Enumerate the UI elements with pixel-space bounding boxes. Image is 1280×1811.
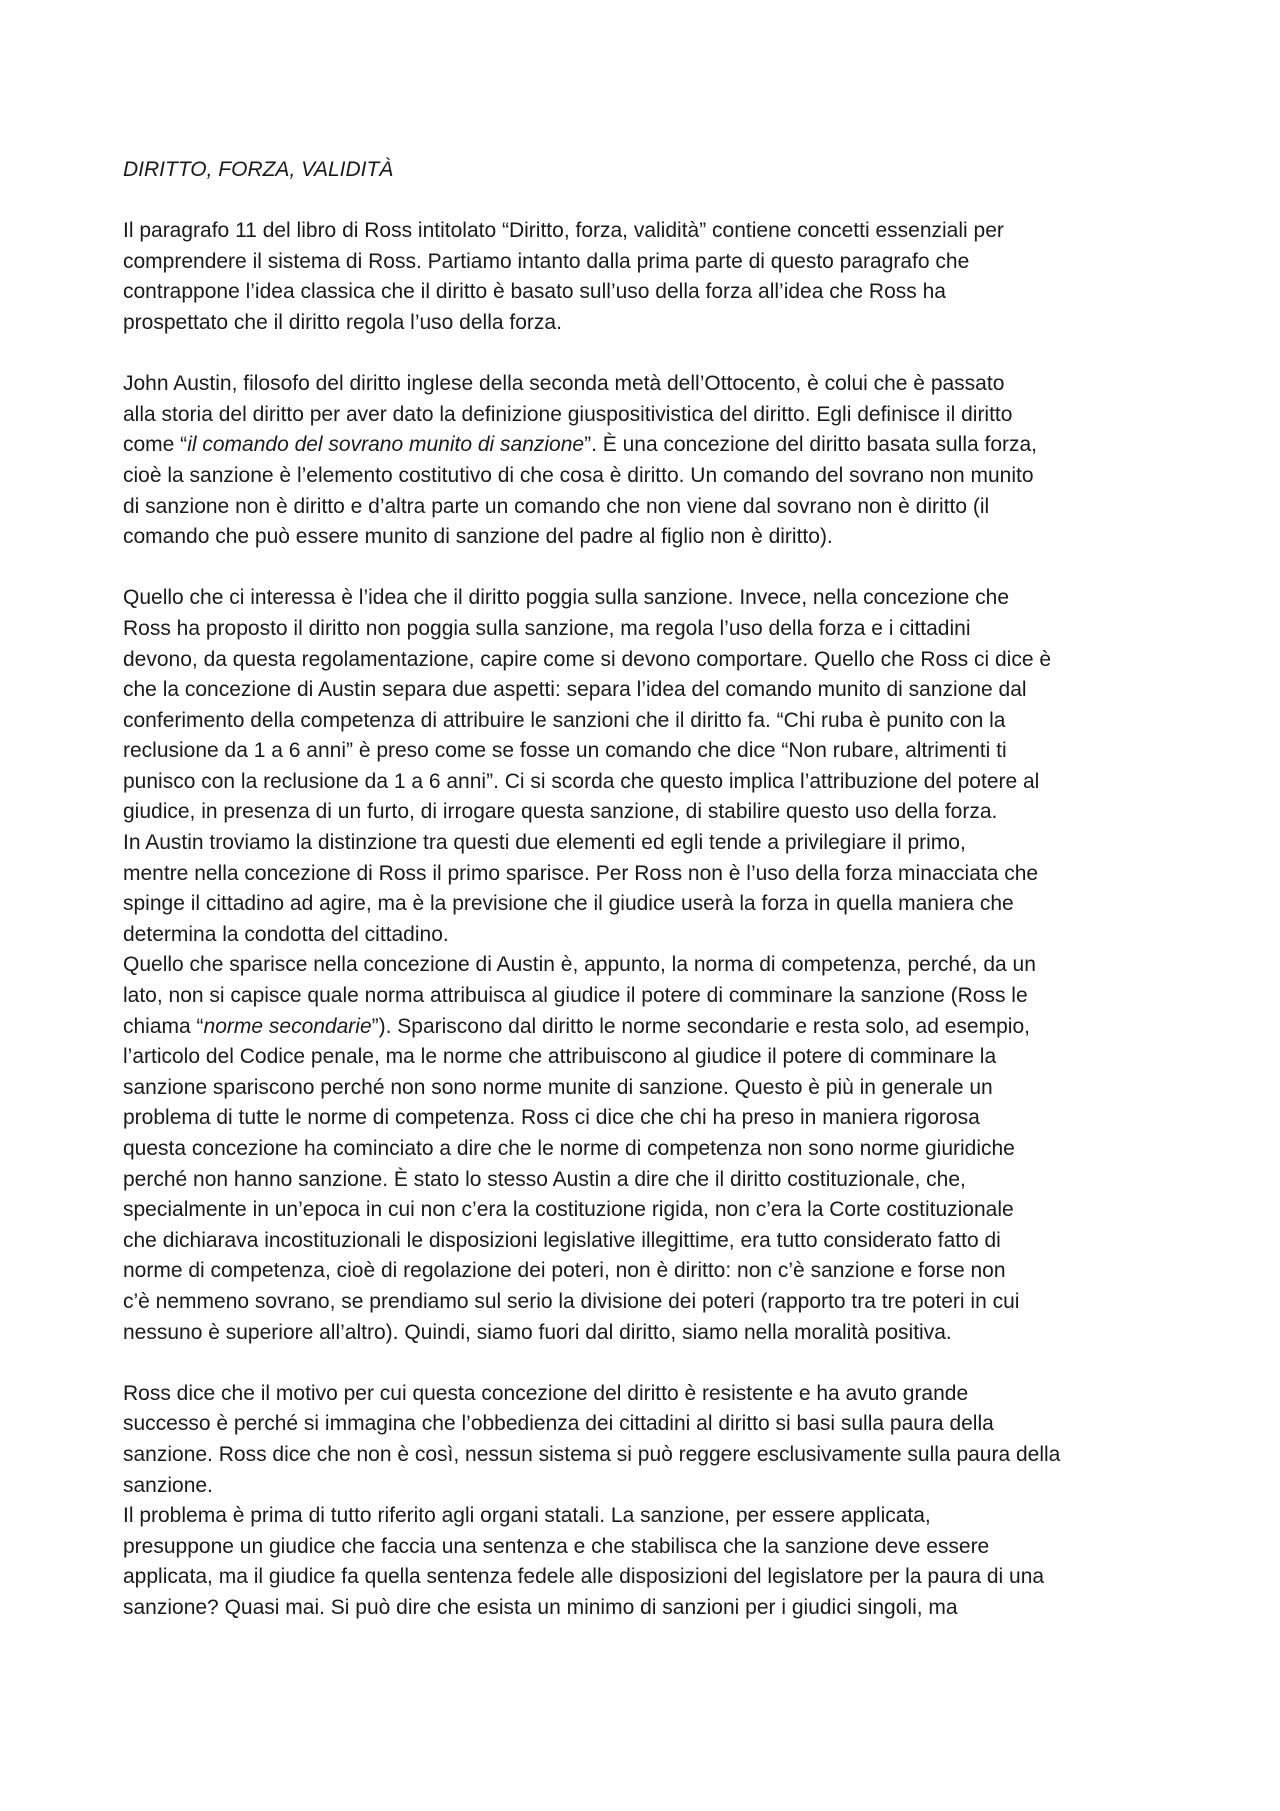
text-line: Quello che ci interessa è l’idea che il diritto poggia sulla sanzione. Invece, nella concezione che: [123, 586, 1010, 610]
text-line: questa concezione ha cominciato a dire che le norme di competenza non sono norme giuridiche: [123, 1137, 1015, 1160]
text-line: In Austin troviamo la distinzione tra questi due elementi ed egli tende a privilegiare il primo,: [123, 831, 966, 855]
text-line: che la concezione di Austin separa due aspetti: separa l’idea del comando munito di sanzione dal: [123, 678, 1027, 702]
text-line: contrappone l’idea classica che il diritto è basato sull’uso della forza all’idea che Ross ha: [123, 280, 946, 304]
document-body: [123, 155, 1168, 1624]
paragraph-4: [123, 950, 1168, 1348]
text-line: l’articolo del Codice penale, ma le norme che attribuiscono al giudice il potere di comminare la: [123, 1045, 997, 1069]
text-line: nessuno è superiore all’altro). Quindi, siamo fuori dal diritto, siamo nella moralità positiva.: [123, 1320, 952, 1344]
text-line: sanzione spariscono perché non sono norme munite di sanzione. Questo è più in generale un: [123, 1075, 993, 1099]
text-line: Il problema è prima di tutto riferito agli organi statali. La sanzione, per essere applicata,: [123, 1504, 931, 1528]
text-line: applicata, ma il giudice fa quella sentenza fedele alle disposizioni del legislatore per la paura di una: [123, 1565, 1045, 1589]
text-line: punisco con la reclusione da 1 a 6 anni”. Ci si scorda che questo implica l’attribuzione del potere al: [123, 769, 1040, 793]
text-line: norme di competenza, cioè di regolazione dei poteri, non è diritto: non c’è sanzione e forse non: [123, 1259, 1006, 1283]
text-line: Ross dice che il motivo per cui questa concezione del diritto è resistente e ha avuto grande: [123, 1381, 969, 1405]
paragraph-1: [123, 216, 1168, 338]
text-line: [123, 1012, 1168, 1043]
paragraph-6: [123, 1501, 1168, 1623]
document-title: DIRITTO, FORZA, VALIDITÀ: [123, 158, 394, 181]
paragraph-3: [123, 583, 1168, 950]
text-fragment: come “: [123, 433, 188, 457]
text-line: John Austin, filosofo del diritto inglese della seconda metà dell’Ottocento, è colui che è passato: [123, 372, 1005, 396]
text-line: Ross ha proposto il diritto non poggia sulla sanzione, ma regola l’uso della forza e i cittadini: [123, 616, 971, 640]
text-line: devono, da questa regolamentazione, capire come si devono comportare. Quello che Ross ci dice è: [123, 647, 1052, 671]
text-line: sanzione.: [123, 1473, 213, 1497]
text-line: Il paragrafo 11 del libro di Ross intitolato “Diritto, forza, validità” contiene concetti essenziali per: [123, 219, 1004, 243]
text-line: presuppone un giudice che faccia una sentenza e che stabilisca che la sanzione deve essere: [123, 1534, 990, 1558]
text-line: problema di tutte le norme di competenza. Ross ci dice che chi ha preso in maniera rigorosa: [123, 1106, 980, 1130]
text-line: reclusione da 1 a 6 anni” è preso come se fosse un comando che dice “Non rubare, altrimenti ti: [123, 739, 1007, 763]
text-line: mentre nella concezione di Ross il primo sparisce. Per Ross non è l’uso della forza minacciata che: [123, 861, 1039, 885]
text-line: lato, non si capisce quale norma attribuisca al giudice il potere di comminare la sanzione (Ross le: [123, 984, 1028, 1008]
text-line: specialmente in un’epoca in cui non c’era la costituzione rigida, non c’era la Corte costituzionale: [123, 1198, 1014, 1222]
text-line: comprendere il sistema di Ross. Partiamo intanto dalla prima parte di questo paragrafo che: [123, 249, 970, 273]
emphasized-term: norme secondarie: [203, 1014, 372, 1038]
paragraph-5: [123, 1379, 1168, 1501]
text-fragment: ”. È una concezione del diritto basata sulla forza,: [584, 433, 1038, 457]
text-line: cioè la sanzione è l’elemento costitutivo di che cosa è diritto. Un comando del sovrano non munito: [123, 463, 1034, 487]
text-fragment: ”). Spariscono dal diritto le norme secondarie e resta solo, ad esempio,: [371, 1014, 1030, 1038]
text-line: di sanzione non è diritto e d’altra parte un comando che non viene dal sovrano non è diritto (il: [123, 494, 990, 518]
quoted-definition: il comando del sovrano munito di sanzione: [187, 433, 585, 457]
text-line: comando che può essere munito di sanzione del padre al figlio non è diritto).: [123, 525, 833, 549]
text-line: sanzione? Quasi mai. Si può dire che esista un minimo di sanzioni per i giudici singoli, ma: [123, 1595, 958, 1619]
text-line: Quello che sparisce nella concezione di Austin è, appunto, la norma di competenza, perché, da un: [123, 953, 1036, 977]
text-line: [123, 430, 1168, 461]
paragraph-2: [123, 369, 1168, 553]
text-line: successo è perché si immagina che l’obbedienza dei cittadini al diritto si basi sulla paura della: [123, 1412, 994, 1436]
text-line: che dichiarava incostituzionali le disposizioni legislative illegittime, era tutto considerato fatto di: [123, 1228, 1001, 1252]
text-line: conferimento della competenza di attribuire le sanzioni che il diritto fa. “Chi ruba è punito con la: [123, 708, 1006, 732]
text-line: determina la condotta del cittadino.: [123, 922, 449, 946]
text-line: c’è nemmeno sovrano, se prendiamo sul serio la divisione dei poteri (rapporto tra tre poteri in cui: [123, 1289, 1020, 1313]
text-line: alla storia del diritto per aver dato la definizione giuspositivistica del diritto. Egli definisce il diritto: [123, 402, 1013, 426]
text-fragment: chiama “: [123, 1014, 204, 1038]
text-line: sanzione. Ross dice che non è così, nessun sistema si può reggere esclusivamente sulla paura della: [123, 1442, 1061, 1466]
text-line: prospettato che il diritto regola l’uso della forza.: [123, 310, 562, 334]
text-line: giudice, in presenza di un furto, di irrogare questa sanzione, di stabilire questo uso della forza.: [123, 800, 998, 824]
text-line: perché non hanno sanzione. È stato lo stesso Austin a dire che il diritto costituzionale, che,: [123, 1167, 966, 1191]
text-line: spinge il cittadino ad agire, ma è la previsione che il giudice userà la forza in quella maniera che: [123, 892, 1014, 916]
